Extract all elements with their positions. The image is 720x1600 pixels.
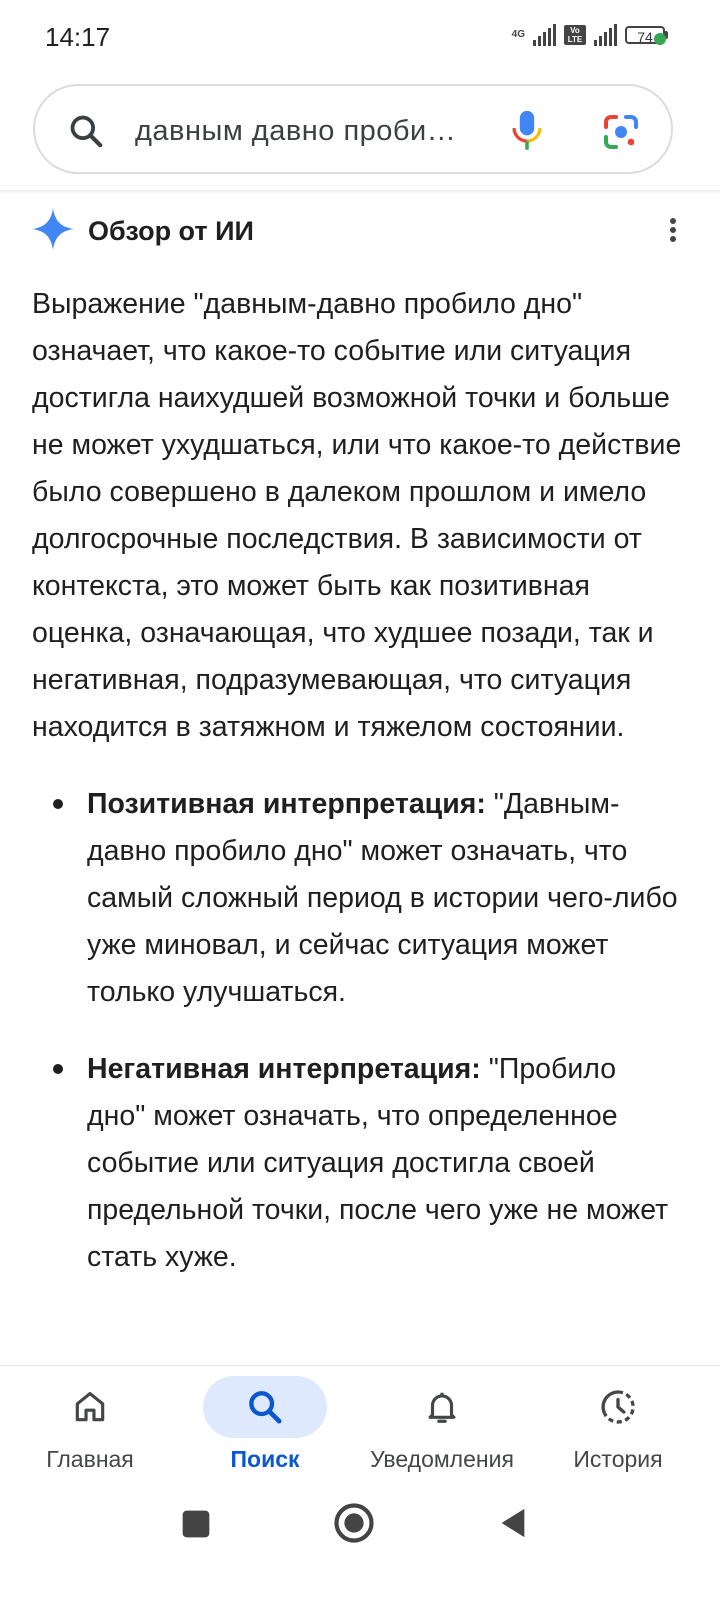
signal-icon-2 xyxy=(594,24,617,46)
nav-label-search: Поиск xyxy=(230,1446,300,1472)
home-icon xyxy=(71,1388,109,1426)
ai-overview-title: Обзор от ИИ xyxy=(88,216,254,246)
header-divider xyxy=(0,190,720,194)
more-options-icon[interactable] xyxy=(658,214,688,246)
ai-overview-content xyxy=(32,281,682,1281)
signal-icon xyxy=(533,24,556,46)
ai-overview-header xyxy=(32,208,688,252)
bullet-title: Позитивная интерпретация: xyxy=(87,788,486,820)
nav-active-indicator xyxy=(203,1376,327,1438)
bottom-navigation xyxy=(0,1365,720,1491)
list-item xyxy=(32,1046,682,1281)
nav-label-history: История xyxy=(573,1446,663,1472)
back-icon[interactable] xyxy=(496,1504,530,1542)
search-input[interactable]: давным давно проби… xyxy=(135,115,457,147)
volte-badge: Vo LTE xyxy=(564,25,586,45)
network-label: 4G xyxy=(511,29,525,40)
bullet-dot xyxy=(53,799,63,809)
bell-icon xyxy=(423,1388,461,1426)
gemini-spark-icon xyxy=(32,208,74,250)
privacy-indicator-dot xyxy=(654,33,666,45)
nav-label-notifications: Уведомления xyxy=(370,1446,514,1472)
bullet-dot xyxy=(53,1064,63,1074)
search-icon xyxy=(67,112,105,150)
battery-level: 74 xyxy=(625,26,665,44)
mic-icon[interactable] xyxy=(509,108,545,154)
nav-item-history[interactable] xyxy=(528,1366,708,1491)
bullet-text: "Давным-давно пробило дно" может означать, что самый сложный период в истории чего-либо уже миновал, и сейчас ситуация может только улучшаться. xyxy=(87,788,678,1008)
status-icons xyxy=(512,24,668,46)
google-lens-icon[interactable] xyxy=(601,112,641,152)
search-icon xyxy=(245,1387,285,1427)
nav-item-notifications[interactable] xyxy=(352,1366,532,1491)
nav-label-home: Главная xyxy=(46,1446,134,1472)
interpretation-list xyxy=(32,781,682,1281)
nav-item-home[interactable] xyxy=(0,1366,180,1491)
system-navigation-bar xyxy=(0,1490,720,1600)
home-button-icon[interactable] xyxy=(333,1502,375,1544)
bullet-text: "Пробило дно" может означать, что определенное событие или ситуация достигла своей предельной точки, после чего уже не может стать хуже. xyxy=(87,1053,669,1273)
status-bar xyxy=(0,0,720,78)
history-icon xyxy=(598,1387,638,1427)
network-type xyxy=(512,30,525,40)
status-time: 14:17 xyxy=(45,22,111,52)
bullet-title: Негативная интерпретация: xyxy=(87,1053,481,1085)
recent-apps-icon[interactable] xyxy=(180,1508,212,1540)
list-item xyxy=(32,781,682,1016)
search-bar[interactable] xyxy=(33,84,673,174)
nav-item-search[interactable] xyxy=(175,1366,355,1491)
ai-overview-paragraph: Выражение "давным-давно пробило дно" означает, что какое-то событие или ситуация достигла наихудшей возможной точки и больше не может ухудшаться, или что какое-то действие было совершено в далеком прошлом и имело долгосрочные последствия. В зависимости от контекста, это может быть как позитивная оценка, означающая, что худшее позади, так и негативная, подразумевающая, что ситуация находится в затяжном и тяжелом состоянии. xyxy=(32,288,682,743)
